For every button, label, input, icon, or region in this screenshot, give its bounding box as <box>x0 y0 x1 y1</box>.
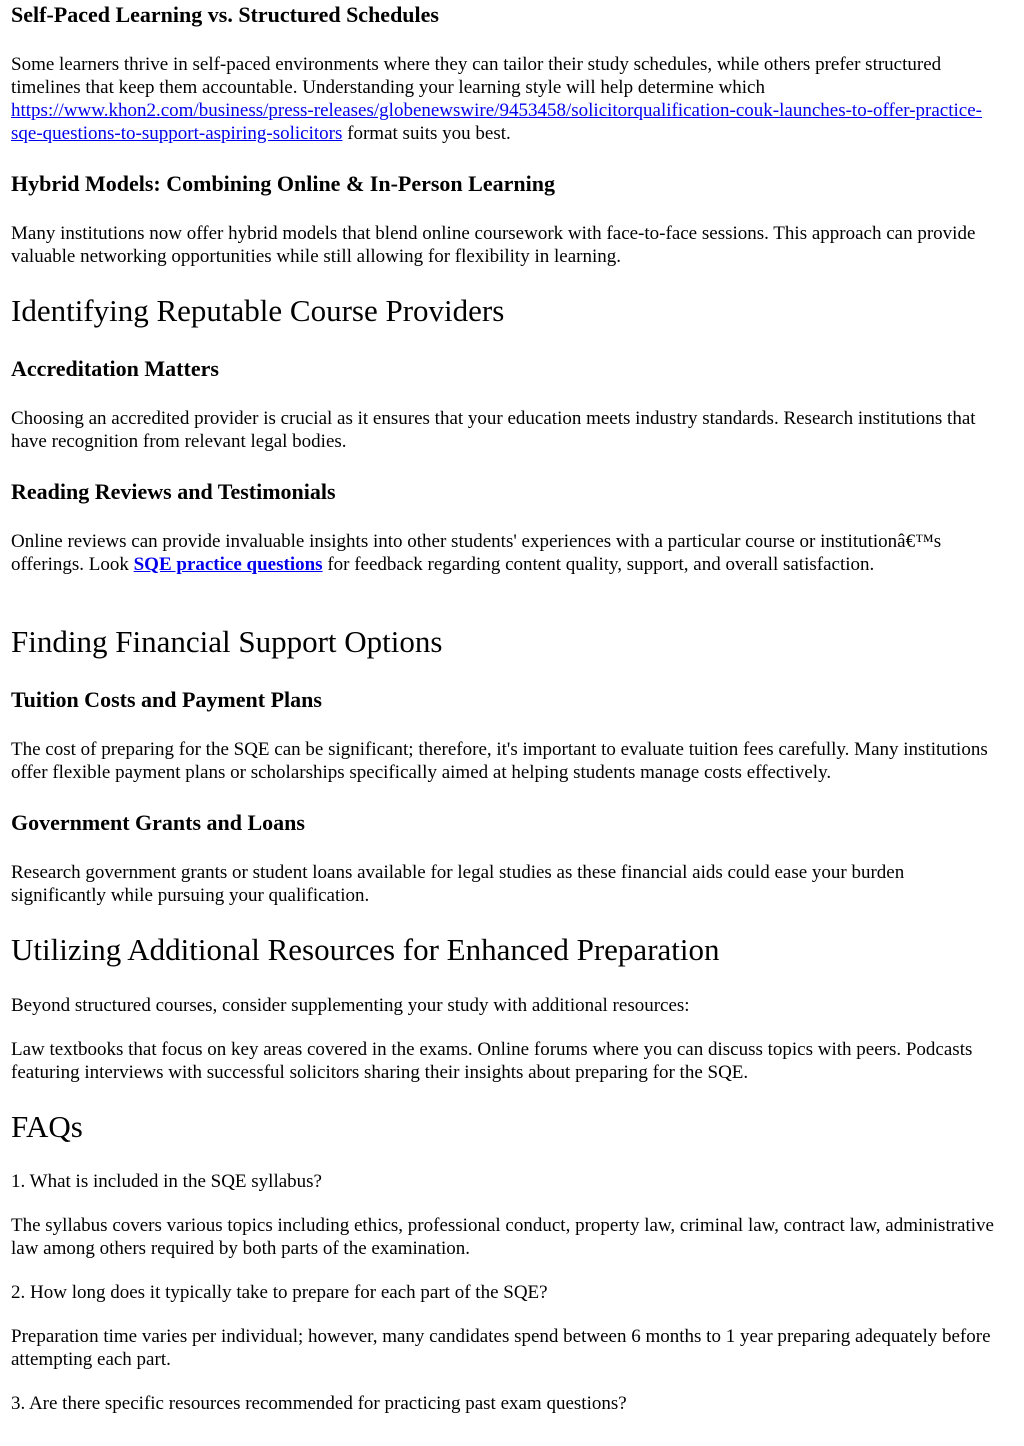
sqe-practice-questions-link[interactable]: SQE practice questions <box>133 554 323 575</box>
heading-faqs: FAQs <box>11 1109 83 1144</box>
paragraph-tuition: The cost of preparing for the SQE can be significant; therefore, it's important to evaluate tuition fees carefully. Many institutions offer flexible payment plans or scholarships specifically aimed at helping students manage costs effectively. <box>11 739 988 783</box>
heading-hybrid: Hybrid Models: Combining Online & In-Person Learning <box>11 171 555 196</box>
paragraph-reviews <box>11 530 1002 576</box>
faq-answer-1: The syllabus covers various topics including ethics, professional conduct, property law, criminal law, contract law, administrative law among others required by both parts of the examination. <box>11 1215 994 1259</box>
heading-grants: Government Grants and Loans <box>11 810 305 835</box>
heading-reviews: Reading Reviews and Testimonials <box>11 479 336 504</box>
heading-additional-resources: Utilizing Additional Resources for Enhanced Preparation <box>11 932 720 967</box>
heading-reputable-providers: Identifying Reputable Course Providers <box>11 293 505 328</box>
heading-self-paced: Self-Paced Learning vs. Structured Schedules <box>11 2 439 27</box>
paragraph-resources-intro: Beyond structured courses, consider supplementing your study with additional resources: <box>11 995 690 1016</box>
heading-accreditation: Accreditation Matters <box>11 356 219 381</box>
paragraph-grants: Research government grants or student loans available for legal studies as these financial aids could ease your burden significantly while pursuing your qualification. <box>11 862 905 906</box>
paragraph-self-paced <box>11 53 1002 145</box>
paragraph-accreditation: Choosing an accredited provider is crucial as it ensures that your education meets industry standards. Research institutions that have recognition from relevant legal bodies. <box>11 408 976 452</box>
faq-question-3: 3. Are there specific resources recommended for practicing past exam questions? <box>11 1393 627 1414</box>
khon2-article-link[interactable]: https://www.khon2.com/business/press-releases/globenewswire/9453458/solicitorqualification-couk-launches-to-offer-practice-sqe-questions-to-support-aspiring-solicitors <box>11 100 982 144</box>
paragraph-resources-list: Law textbooks that focus on key areas covered in the exams. Online forums where you can discuss topics with peers. Podcasts featuring interviews with successful solicitors sharing their insights about preparing for the SQE. <box>11 1039 973 1083</box>
heading-financial-support: Finding Financial Support Options <box>11 624 443 659</box>
paragraph-reviews-text-end: for feedback regarding content quality, support, and overall satisfaction. <box>322 554 875 575</box>
paragraph-hybrid: Many institutions now offer hybrid models that blend online coursework with face-to-face sessions. This approach can provide valuable networking opportunities while still allowing for flexibility in learning. <box>11 223 976 267</box>
paragraph-self-paced-text-end: format suits you best. <box>342 123 511 144</box>
heading-tuition: Tuition Costs and Payment Plans <box>11 687 322 712</box>
faq-question-1: 1. What is included in the SQE syllabus? <box>11 1171 322 1192</box>
faq-question-2: 2. How long does it typically take to prepare for each part of the SQE? <box>11 1282 548 1303</box>
paragraph-self-paced-text-start: Some learners thrive in self-paced environments where they can tailor their study schedules, while others prefer structured timelines that keep them accountable. Understanding your learning style will help determine which <box>11 54 942 98</box>
paragraph-reviews-text-start: Online reviews can provide invaluable insights into other students' experiences with a particular course or institutionâ€™s offerings. Look <box>11 531 942 575</box>
faq-answer-2: Preparation time varies per individual; however, many candidates spend between 6 months to 1 year preparing adequately before attempting each part. <box>11 1326 991 1370</box>
